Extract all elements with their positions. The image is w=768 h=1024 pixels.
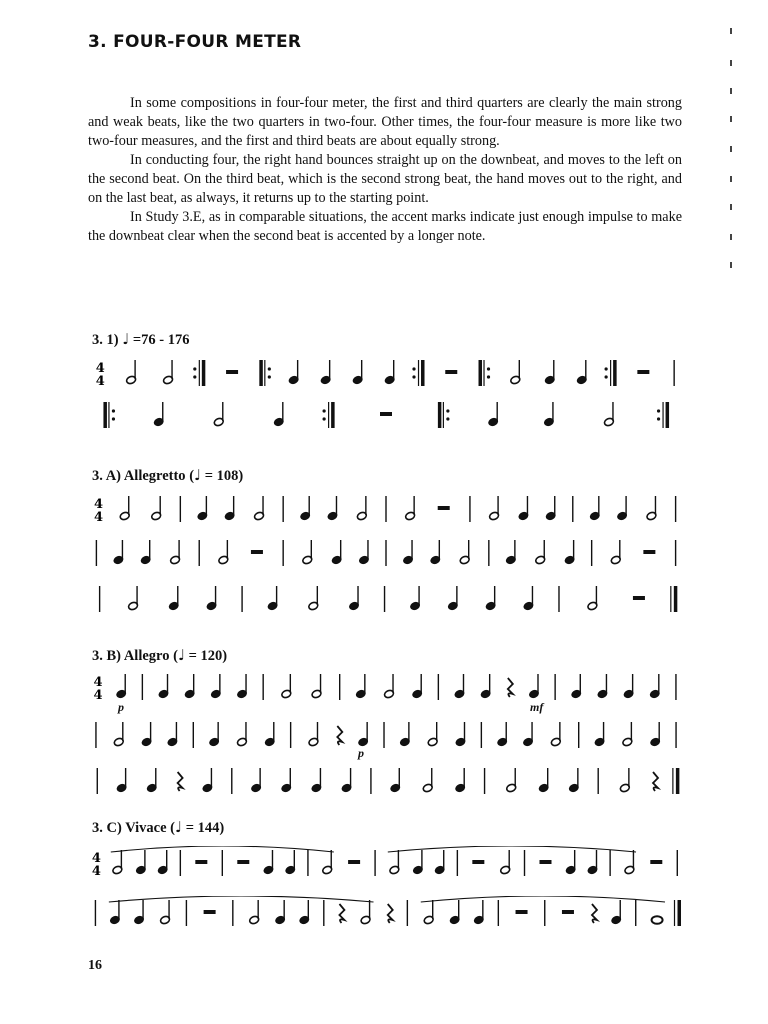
exercise-label: 3. C) [92, 820, 122, 836]
repeat-dot [268, 375, 271, 378]
repeat-dot [412, 375, 415, 378]
repeat-thick-bar [438, 402, 442, 428]
half-rest [562, 910, 574, 914]
quarter-rest [653, 772, 658, 791]
quarter-note-icon: ♩ [122, 330, 130, 348]
half-rest [251, 550, 263, 554]
repeat-dot [657, 417, 660, 420]
rhythm-row-3-a-c [88, 582, 684, 616]
half-rest [195, 860, 207, 864]
repeat-thick-bar [479, 360, 483, 386]
repeat-thick-bar [202, 360, 206, 386]
repeat-dot [446, 417, 449, 420]
half-rest [348, 860, 360, 864]
half-rest [472, 860, 484, 864]
repeat-thick-bar [331, 402, 335, 428]
repeat-dot [323, 409, 326, 412]
exercise-label: 3. A) [92, 468, 121, 484]
exercise-3-1-heading [92, 330, 190, 349]
intro-text [88, 94, 682, 246]
half-rest [633, 596, 645, 600]
quarter-rest [592, 904, 597, 923]
margin-mark [730, 146, 732, 152]
repeat-thick-bar [421, 360, 425, 386]
margin-mark [730, 262, 732, 268]
tempo-text: = 108) [201, 468, 244, 484]
rhythm-row-3-1-a [88, 356, 684, 390]
repeat-dot [193, 367, 196, 370]
time-signature-bottom: 4 [93, 688, 103, 703]
exercise-3-a-heading: 3. A) Allegretto (♩ = 108) [92, 466, 244, 484]
time-signature-bottom: 4 [93, 510, 104, 525]
repeat-dot [193, 375, 196, 378]
final-thick-bar [676, 768, 680, 794]
time-signature-top: 4 [93, 675, 103, 690]
tempo-marking: Allegretto [123, 468, 186, 484]
exercise-3-b-heading: 3. B) Allegro (♩ = 120) [92, 646, 228, 664]
quarter-rest [339, 904, 344, 923]
final-thick-bar [674, 586, 678, 612]
whole-note [652, 916, 663, 924]
final-thick-bar [678, 900, 682, 926]
time-signature-top: 4 [93, 497, 104, 512]
repeat-thick-bar [613, 360, 617, 386]
half-note-icon: ♩ [194, 466, 202, 484]
paragraph-1: In some compositions in four-four meter, the first and third quarters are clearly the main strong and weak beats, like the two quarters in two-four. Other times, the four-four measure is more like two two-four measures, and the first and third beats are about equally strong. [88, 95, 682, 149]
slur [388, 846, 636, 852]
half-rest [226, 370, 238, 374]
quarter-rest [178, 772, 183, 791]
half-rest [637, 370, 649, 374]
exercise-3-c-heading: 3. C) Vivace (♩ = 144) [92, 818, 225, 836]
repeat-dot [487, 367, 490, 370]
half-rest [380, 412, 392, 416]
time-signature-top: 4 [91, 851, 101, 866]
rhythm-row-3-c-b [88, 896, 684, 930]
rhythm-row-3-b-a [88, 670, 684, 704]
rhythm-row-3-b-c [88, 764, 684, 798]
margin-mark [730, 176, 732, 182]
rhythm-row-3-a-a [88, 492, 684, 526]
margin-mark [730, 234, 732, 240]
repeat-dot [487, 375, 490, 378]
quarter-note-icon: ♩ [175, 818, 183, 836]
margin-mark [730, 88, 732, 94]
dynamic-p: p [358, 746, 364, 760]
half-rest [516, 910, 528, 914]
margin-mark [730, 60, 732, 66]
tempo-text: = 144) [182, 820, 225, 836]
time-signature-bottom: 4 [91, 864, 101, 879]
repeat-dot [112, 409, 115, 412]
dynamic-p: p [118, 700, 124, 714]
paragraph-3: In Study 3.E, as in comparable situations, the accent marks indicate just enough impulse to make the downbeat clear when the second beat is accented by a longer note. [88, 209, 682, 244]
repeat-dot [605, 375, 608, 378]
rhythm-row-3-b-b [88, 718, 684, 752]
tempo-text: = 120) [185, 648, 228, 664]
tempo-marking: Allegro [123, 648, 170, 664]
half-rest [445, 370, 457, 374]
page-number: 16 [88, 958, 102, 973]
repeat-dot [412, 367, 415, 370]
quarter-note-icon: ♩ [177, 646, 186, 664]
chapter-title: 3. FOUR-FOUR METER [88, 32, 302, 52]
quarter-rest [337, 726, 342, 745]
slur [421, 896, 665, 902]
margin-mark [730, 204, 732, 210]
half-rest [539, 860, 551, 864]
rhythm-row-3-1-b [88, 398, 684, 432]
paragraph-2: In conducting four, the right hand bounces straight up on the downbeat, and moves to the left on the second beat. On the third beat, which is the second strong beat, the hand moves out to the right, and on the last beat, as always, it returns up to the starting point. [88, 152, 682, 206]
quarter-rest [388, 904, 393, 923]
repeat-dot [112, 417, 115, 420]
repeat-thick-bar [103, 402, 107, 428]
margin-mark [730, 116, 732, 122]
repeat-dot [268, 367, 271, 370]
rhythm-row-3-a-b [88, 536, 684, 570]
repeat-dot [605, 367, 608, 370]
tempo-text: =76 - 176 [129, 332, 190, 348]
margin-mark [730, 28, 732, 34]
repeat-thick-bar [259, 360, 263, 386]
repeat-dot [446, 409, 449, 412]
quarter-rest [508, 678, 513, 697]
time-signature-bottom: 4 [95, 374, 105, 389]
half-rest [237, 860, 249, 864]
half-rest [650, 860, 662, 864]
half-rest [204, 910, 216, 914]
tempo-marking: Vivace [125, 820, 167, 836]
dynamic-mf: mf [530, 700, 544, 714]
repeat-dot [323, 417, 326, 420]
slur [109, 896, 374, 902]
exercise-label: 3. B) [92, 648, 121, 664]
repeat-dot [657, 409, 660, 412]
time-signature-top: 4 [95, 361, 105, 376]
exercise-label: 3. 1) [92, 332, 119, 348]
half-rest [643, 550, 655, 554]
rhythm-row-3-c-a [88, 846, 684, 880]
half-rest [438, 506, 450, 510]
repeat-thick-bar [666, 402, 670, 428]
